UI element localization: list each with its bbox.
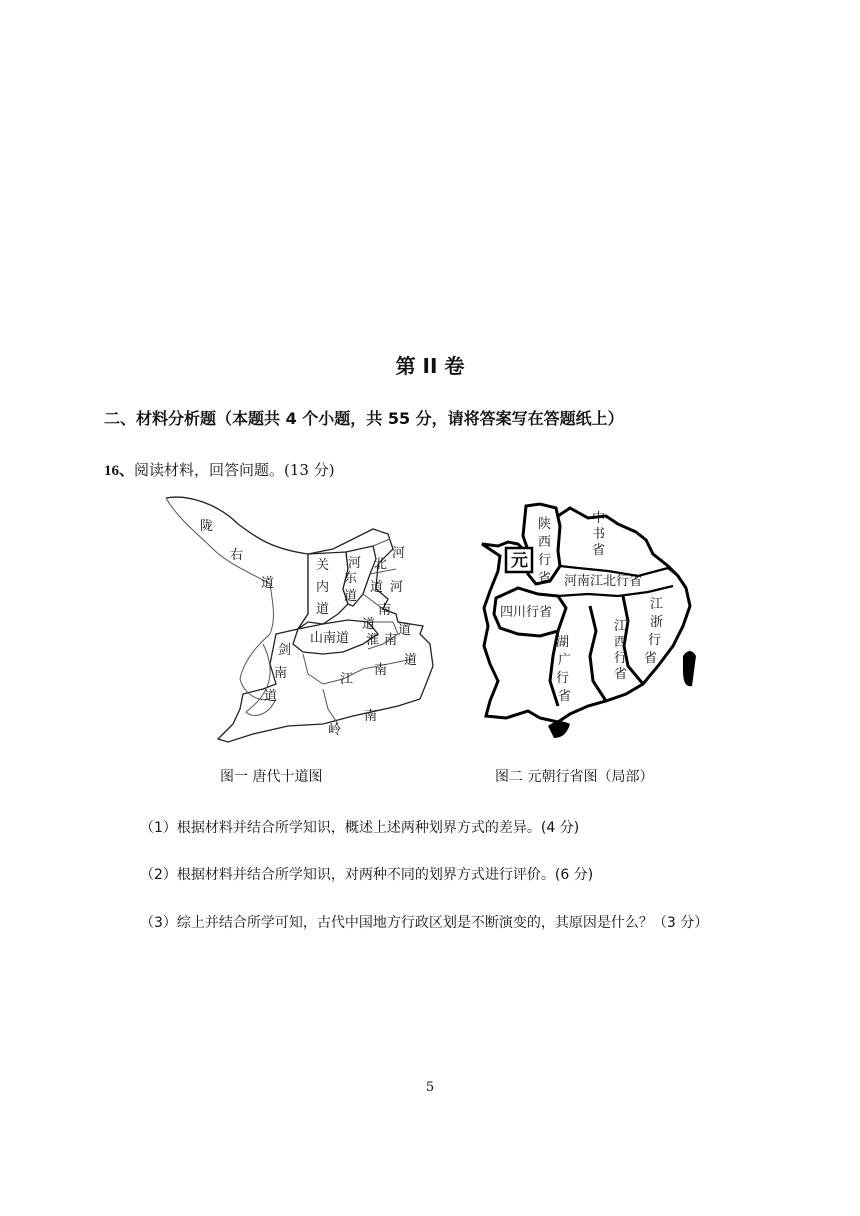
label-nan3: 南 <box>274 666 288 681</box>
label-sheng4: 省 <box>614 667 628 682</box>
page-number: 5 <box>425 1080 435 1095</box>
label-nan5: 南 <box>364 709 378 724</box>
label-sheng3: 省 <box>644 651 658 666</box>
question-number: 16、 <box>104 463 135 479</box>
label-shu: 书 <box>592 527 606 542</box>
label-nei: 内 <box>316 580 330 595</box>
label-dao4: 道 <box>370 580 384 595</box>
label-bei: 北 <box>374 557 388 572</box>
label-dao2: 道 <box>316 602 330 617</box>
section-heading: 二、材料分析题（本题共 4 个小题，共 55 分，请将答案写在答题纸上） <box>104 409 624 428</box>
label-dong: 东 <box>344 571 358 586</box>
figure1-caption: 图一 唐代十道图 <box>220 769 323 785</box>
label-xing1: 行 <box>538 553 552 568</box>
label-xi2: 西 <box>614 635 628 650</box>
label-jiang: 江 <box>340 672 354 687</box>
label-guan: 关 <box>316 558 330 573</box>
question-16 <box>104 459 335 480</box>
label-sheng1: 省 <box>592 543 606 558</box>
label-xing4: 行 <box>556 671 570 686</box>
label-shannan: 山南道 <box>310 631 350 646</box>
label-huai: 淮 <box>366 633 380 648</box>
label-dao7: 道 <box>264 689 278 704</box>
label-xi1: 西 <box>538 535 552 550</box>
tang-circuits-map <box>158 494 440 744</box>
label-dao1: 道 <box>261 576 275 591</box>
label-sichuan: 四川行省 <box>500 605 553 620</box>
label-he1: 河 <box>348 556 362 571</box>
label-guang: 广 <box>558 653 572 668</box>
label-xing3: 行 <box>614 651 628 666</box>
sub-question-3: （3）综上并结合所学可知，古代中国地方行政区划是不断演变的，其原因是什么？（3 分） <box>140 915 709 931</box>
sub-question-1: （1）根据材料并结合所学知识，概述上述两种划界方式的差异。(4 分) <box>140 820 580 836</box>
label-zhong: 中 <box>592 511 606 526</box>
label-sheng2: 省 <box>538 571 552 586</box>
label-shan: 陕 <box>538 517 552 532</box>
label-sheng5: 省 <box>558 689 572 704</box>
label-xing2: 行 <box>648 633 662 648</box>
label-nan4: 南 <box>374 663 388 678</box>
question-text: 阅读材料，回答问题。(13 分) <box>134 461 335 479</box>
label-yuan: 元 <box>511 551 528 571</box>
figure2-caption: 图二 元朝行省图（局部） <box>495 769 654 785</box>
label-he2: 河 <box>392 546 406 561</box>
label-jian: 剑 <box>278 643 292 658</box>
label-dao3: 道 <box>344 589 358 604</box>
label-long: 陇 <box>200 519 214 534</box>
yuan-provinces-map <box>478 496 700 746</box>
label-dao6: 道 <box>398 623 412 638</box>
label-you: 右 <box>230 548 244 563</box>
label-jiang2: 江 <box>614 619 628 634</box>
label-nan2: 南 <box>384 633 398 648</box>
label-dao5: 道 <box>362 617 376 632</box>
label-henanjiangbei: 河南江北行省 <box>564 574 643 589</box>
label-zhe: 浙 <box>650 615 664 630</box>
label-nan1: 南 <box>378 603 392 618</box>
label-jiang1: 江 <box>650 597 664 612</box>
label-ling: 岭 <box>328 723 342 738</box>
sub-question-2: （2）根据材料并结合所学知识，对两种不同的划界方式进行评价。(6 分) <box>140 867 594 883</box>
label-hu: 湖 <box>556 635 570 650</box>
volume-title: 第 II 卷 <box>395 354 465 378</box>
label-he3: 河 <box>390 580 404 595</box>
label-dao8: 道 <box>404 653 418 668</box>
